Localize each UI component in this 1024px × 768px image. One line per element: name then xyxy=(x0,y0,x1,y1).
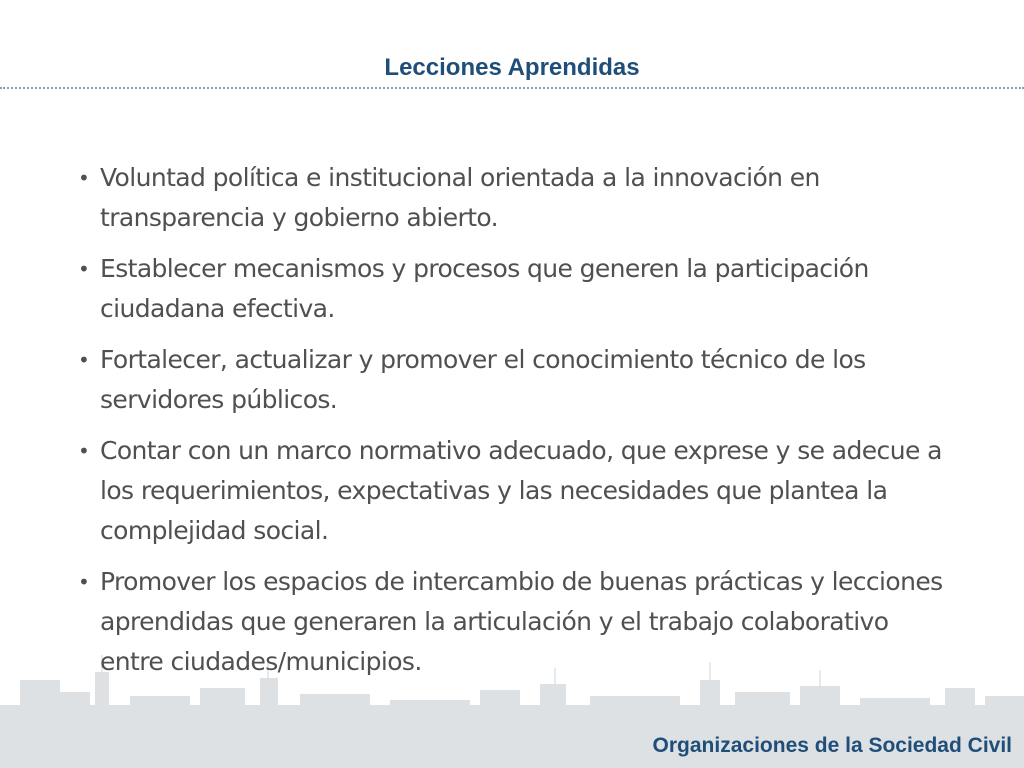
bullet-dot: • xyxy=(78,570,90,594)
bullet-dot: • xyxy=(78,439,90,463)
bullet-text: Voluntad política e institucional orientada a la innovación en transparencia y gobierno abierto. xyxy=(100,163,820,232)
bullet-item xyxy=(78,340,958,420)
bullet-item xyxy=(78,562,958,682)
bullet-item xyxy=(78,431,958,551)
bullet-item xyxy=(78,249,958,329)
title-divider xyxy=(0,87,1024,89)
bullet-dot: • xyxy=(78,166,90,190)
bullet-dot: • xyxy=(78,257,90,281)
footer-organization: Organizaciones de la Sociedad Civil xyxy=(652,734,1012,757)
bullet-text: Fortalecer, actualizar y promover el conocimiento técnico de los servidores públicos. xyxy=(100,345,866,414)
bullet-item xyxy=(78,158,958,238)
slide-title: Lecciones Aprendidas xyxy=(384,54,640,81)
bullet-text: Contar con un marco normativo adecuado, que exprese y se adecue a los requerimientos, expectativas y las necesidades que plantea la complejidad social. xyxy=(100,436,942,545)
bullet-dot: • xyxy=(78,348,90,372)
bullet-text: Promover los espacios de intercambio de buenas prácticas y lecciones aprendidas que generaren la articulación y el trabajo colaborativo entre ciudades/municipios. xyxy=(100,567,943,676)
bullet-list xyxy=(78,158,958,693)
bullet-text: Establecer mecanismos y procesos que generen la participación ciudadana efectiva. xyxy=(100,254,869,323)
